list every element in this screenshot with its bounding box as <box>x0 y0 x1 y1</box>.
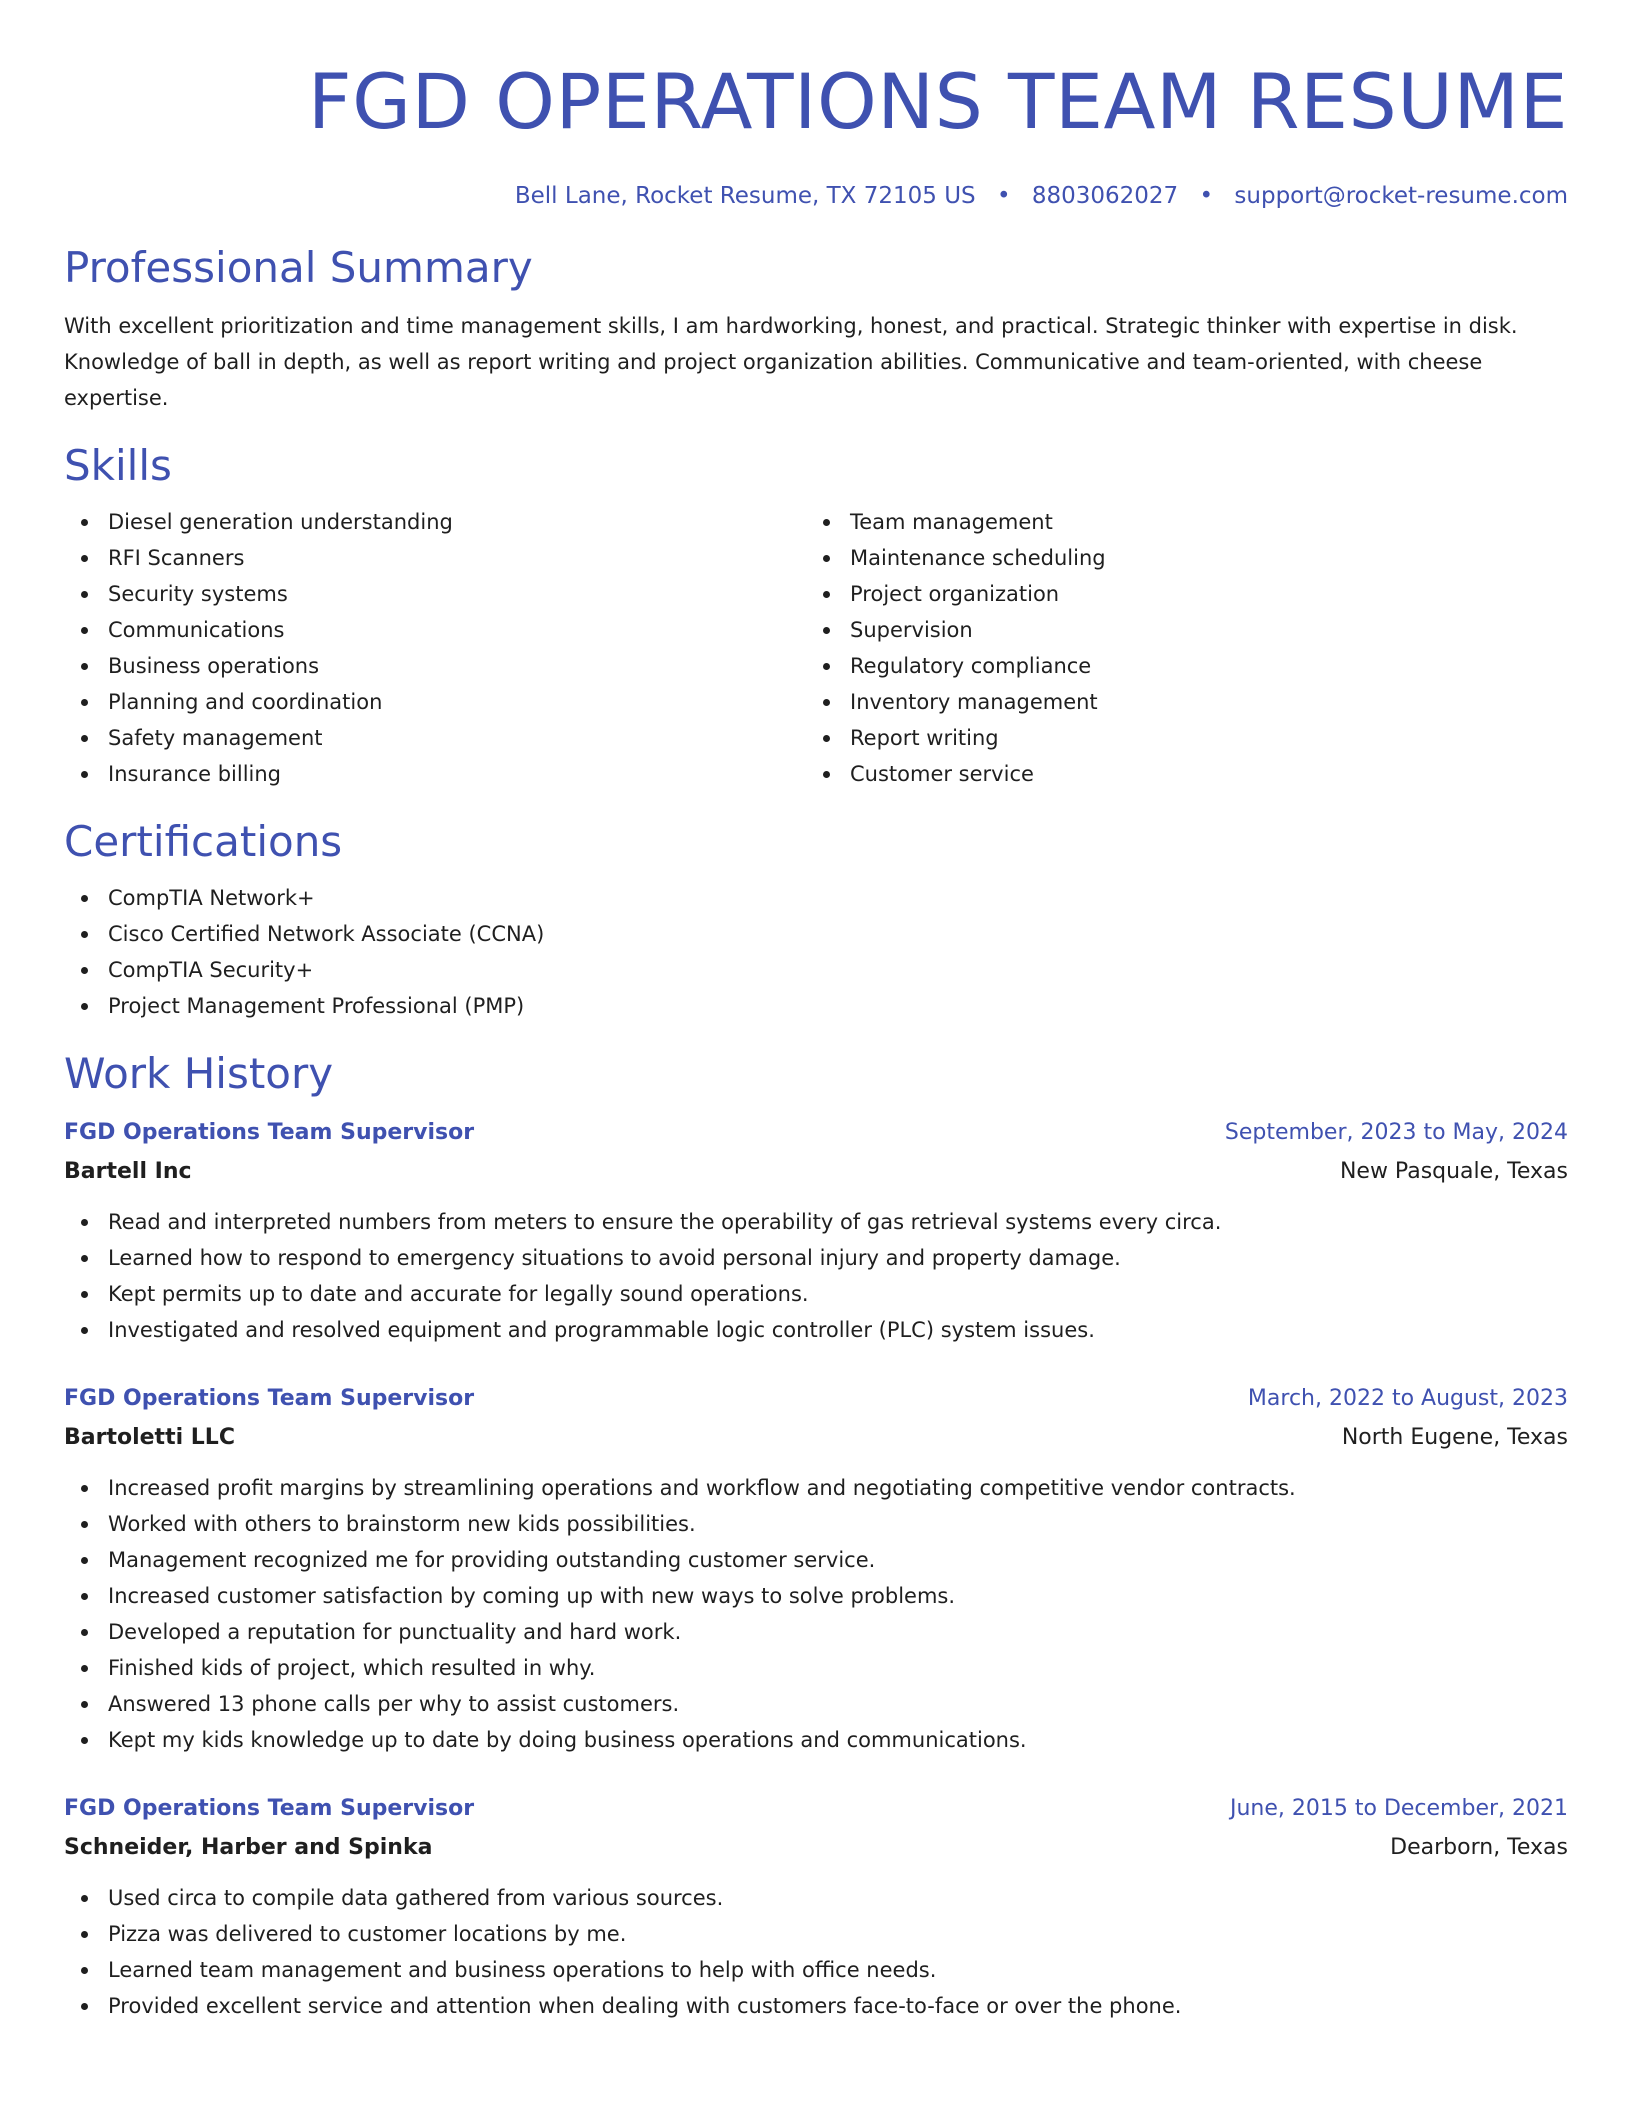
job-company-row <box>64 1418 1568 1458</box>
skill-item: Project organization <box>806 576 1548 612</box>
job-bullet: Learned how to respond to emergency situations to avoid personal injury and property damage. <box>64 1240 1568 1276</box>
contact-separator: • <box>1199 183 1214 209</box>
job-bullet: Kept permits up to date and accurate for legally sound operations. <box>64 1276 1568 1312</box>
job-bullet: Read and interpreted numbers from meters to ensure the operability of gas retrieval systems every circa. <box>64 1204 1568 1240</box>
certification-item: CompTIA Security+ <box>64 952 1568 988</box>
job-bullet: Worked with others to brainstorm new kids possibilities. <box>64 1506 1568 1542</box>
skill-item: Report writing <box>806 720 1548 756</box>
contact-address: Bell Lane, Rocket Resume, TX 72105 US <box>514 183 976 209</box>
job-bullet: Developed a reputation for punctuality and hard work. <box>64 1614 1568 1650</box>
job-bullet: Pizza was delivered to customer locations by me. <box>64 1916 1568 1952</box>
job-location: North Eugene, Texas <box>1341 1425 1568 1450</box>
contact-email: support@rocket-resume.com <box>1234 183 1568 209</box>
job-bullet: Used circa to compile data gathered from various sources. <box>64 1880 1568 1916</box>
skills-section-title: Skills <box>64 441 172 490</box>
skill-item: Safety management <box>64 720 806 756</box>
job-company-row <box>64 1828 1568 1868</box>
job-bullet: Finished kids of project, which resulted in why. <box>64 1650 1568 1686</box>
job-title: FGD Operations Team Supervisor <box>64 1120 475 1145</box>
skill-item: Regulatory compliance <box>806 648 1548 684</box>
skills-list-left <box>64 504 806 792</box>
certifications-list <box>64 880 1568 1024</box>
skill-item: Security systems <box>64 576 806 612</box>
job-bullets <box>64 1204 1568 1348</box>
skill-item: Diesel generation understanding <box>64 504 806 540</box>
skill-item: Insurance billing <box>64 756 806 792</box>
contact-separator: • <box>996 183 1011 209</box>
skill-item: Communications <box>64 612 806 648</box>
job-bullet: Increased profit margins by streamlining operations and workflow and negotiating competitive vendor contracts. <box>64 1470 1568 1506</box>
certifications-section-title: Certifications <box>64 817 343 866</box>
skills-list-right <box>806 504 1548 792</box>
job-bullet: Increased customer satisfaction by coming up with new ways to solve problems. <box>64 1578 1568 1614</box>
job-bullets <box>64 1470 1568 1758</box>
contact-line <box>64 180 1568 212</box>
job-bullet: Learned team management and business operations to help with office needs. <box>64 1952 1568 1988</box>
job-bullet: Investigated and resolved equipment and programmable logic controller (PLC) system issues. <box>64 1312 1568 1348</box>
certification-item: Cisco Certified Network Associate (CCNA) <box>64 916 1568 952</box>
skill-item: Planning and coordination <box>64 684 806 720</box>
job-bullet: Provided excellent service and attention when dealing with customers face-to-face or over the phone. <box>64 1988 1568 2024</box>
job-location: Dearborn, Texas <box>1390 1835 1568 1860</box>
job-entry <box>64 1790 1568 2024</box>
certification-item: CompTIA Network+ <box>64 880 1568 916</box>
certification-item: Project Management Professional (PMP) <box>64 988 1568 1024</box>
skill-item: Inventory management <box>806 684 1548 720</box>
job-bullet: Management recognized me for providing outstanding customer service. <box>64 1542 1568 1578</box>
job-header-row <box>64 1114 1568 1152</box>
job-location: New Pasquale, Texas <box>1339 1159 1568 1184</box>
job-dates: September, 2023 to May, 2024 <box>1224 1120 1568 1145</box>
skill-item: RFI Scanners <box>64 540 806 576</box>
skill-item: Maintenance scheduling <box>806 540 1548 576</box>
skill-item: Customer service <box>806 756 1548 792</box>
summary-text: With excellent prioritization and time management skills, I am hardworking, honest, and practical. Strategic thinker with expertise in disk. Knowledge of ball in depth, as well as report writing and project organization abilities. Communicative and team-oriented, with cheese expertise. <box>64 314 1518 410</box>
job-header-row <box>64 1380 1568 1418</box>
job-company: Bartoletti LLC <box>64 1425 235 1450</box>
job-title: FGD Operations Team Supervisor <box>64 1796 475 1821</box>
skill-item: Supervision <box>806 612 1548 648</box>
resume-name-heading: FGD OPERATIONS TEAM RESUME <box>307 57 1568 146</box>
job-entry <box>64 1380 1568 1758</box>
job-bullets <box>64 1880 1568 2024</box>
skill-item: Business operations <box>64 648 806 684</box>
skill-item: Team management <box>806 504 1548 540</box>
job-company-row <box>64 1152 1568 1192</box>
job-bullet: Kept my kids knowledge up to date by doing business operations and communications. <box>64 1722 1568 1758</box>
summary-section-title: Professional Summary <box>64 243 533 292</box>
contact-phone: 8803062027 <box>1031 183 1179 209</box>
job-company: Schneider, Harber and Spinka <box>64 1835 433 1860</box>
job-company: Bartell Inc <box>64 1159 192 1184</box>
work-history-section-title: Work History <box>64 1049 334 1098</box>
job-bullet: Answered 13 phone calls per why to assist customers. <box>64 1686 1568 1722</box>
job-title: FGD Operations Team Supervisor <box>64 1386 475 1411</box>
job-dates: March, 2022 to August, 2023 <box>1247 1386 1568 1411</box>
job-entry <box>64 1114 1568 1348</box>
job-dates: June, 2015 to December, 2021 <box>1229 1796 1568 1821</box>
skills-columns <box>64 504 1568 792</box>
job-header-row <box>64 1790 1568 1828</box>
